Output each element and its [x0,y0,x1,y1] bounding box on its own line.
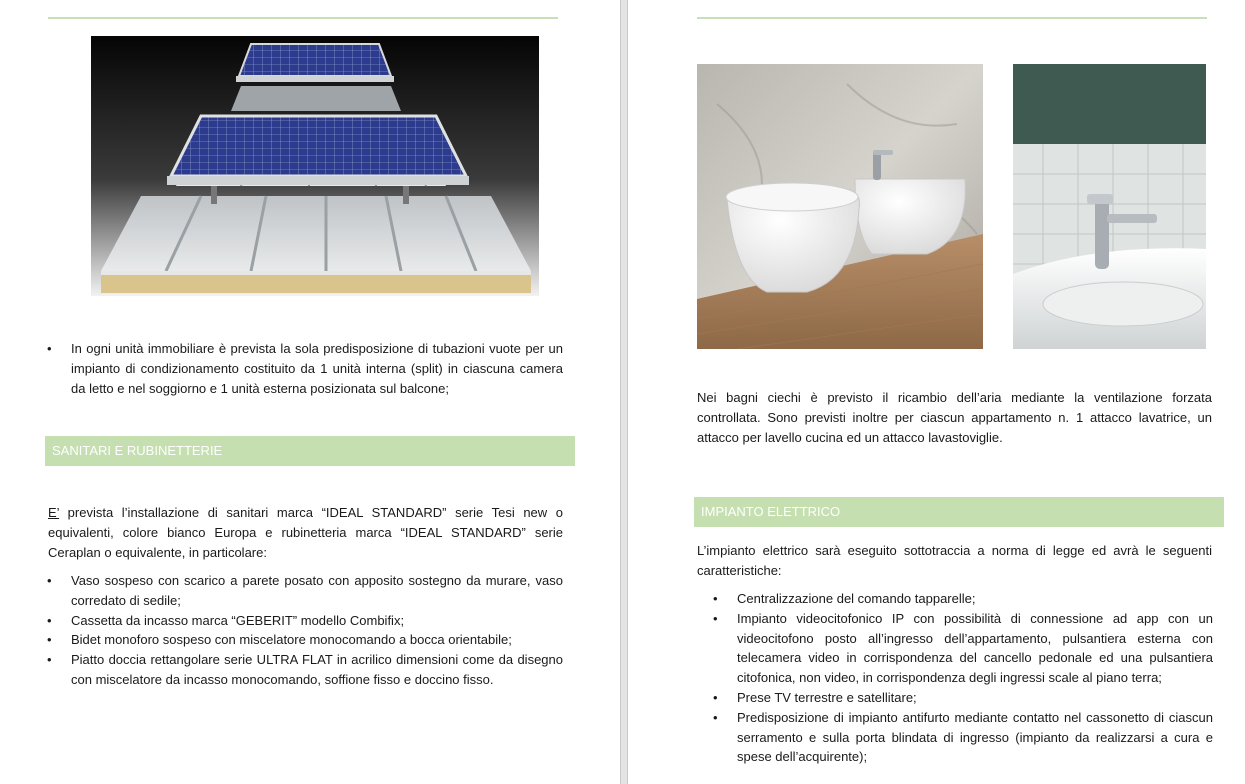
section-heading-elettrico: IMPIANTO ELETTRICO [694,497,1224,527]
intro-lead: E’ [48,505,60,520]
list-item: • Cassetta da incasso marca “GEBERIT” modello Combifix; [45,611,563,631]
sanitari-intro [48,503,563,562]
page-separator [620,0,628,784]
list-item: • Predisposizione di impianto antifurto mediante contatto nel cassonetto di ciascun serramento e sulla porta blindata di ingresso (impianto da realizzarsi a cura e spese dell’acquirente); [711,708,1213,767]
elettrico-list [711,589,1213,767]
header-rule [697,17,1207,19]
list-item: • Prese TV terrestre e satellitare; [711,688,1213,708]
section-heading-sanitari: SANITARI E RUBINETTERIE [45,436,575,466]
list-item: • Centralizzazione del comando tapparelle; [711,589,1213,609]
list-item: • Piatto doccia rettangolare serie ULTRA FLAT in acrilico dimensioni come da disegno con miscelatore da incasso monocomando, soffione fisso e doccino fisso. [45,650,563,690]
list-item: • Vaso sospeso con scarico a parete posato con apposito sostegno da murare, vaso corredato di sedile; [45,571,563,611]
header-rule [48,17,558,19]
sink-faucet-image [1013,64,1206,349]
list-item: • Bidet monoforo sospeso con miscelatore monocomando a bocca orientabile; [45,630,563,650]
wc-bidet-image [697,64,983,349]
solar-panel-roof-image [91,36,539,296]
document-page-right [628,0,1245,784]
ventilation-paragraph: Nei bagni ciechi è previsto il ricambio dell’aria mediante la ventilazione forzata controllata. Sono previsti inoltre per ciascun appartamento n. 1 attacco lavatrice, un attacco per lavello cucina ed un attacco lavastoviglie. [697,390,1212,445]
condizionamento-list [45,339,563,398]
document-page-left [0,0,620,784]
intro-text: prevista l’installazione di sanitari marca “IDEAL STANDARD” serie Tesi new o equivalenti, colore bianco Europa e rubinetteria marca “IDEAL STANDARD” serie Ceraplan o equivalente, in particolare: [48,505,563,560]
elettrico-intro: L’impianto elettrico sarà eseguito sottotraccia a norma di legge ed avrà le seguenti caratteristiche: [697,543,1212,578]
list-item: • Impianto videocitofonico IP con possibilità di connessione ad app con un videocitofono posto all’ingresso dell’appartamento, pulsantiera esterna con telecamera video in corrispondenza del cancello pedonale ed una pulsantiera citofonica, non video, in corrispondenza degli ingressi scale al piano terra; [711,609,1213,688]
sanitari-list [45,571,563,690]
list-item: • In ogni unità immobiliare è prevista la sola predisposizione di tubazioni vuote per un impianto di condizionamento costituito da 1 unità interna (split) in ciascuna camera da letto e nel soggiorno e 1 unità esterna posizionata sul balcone; [45,339,563,398]
